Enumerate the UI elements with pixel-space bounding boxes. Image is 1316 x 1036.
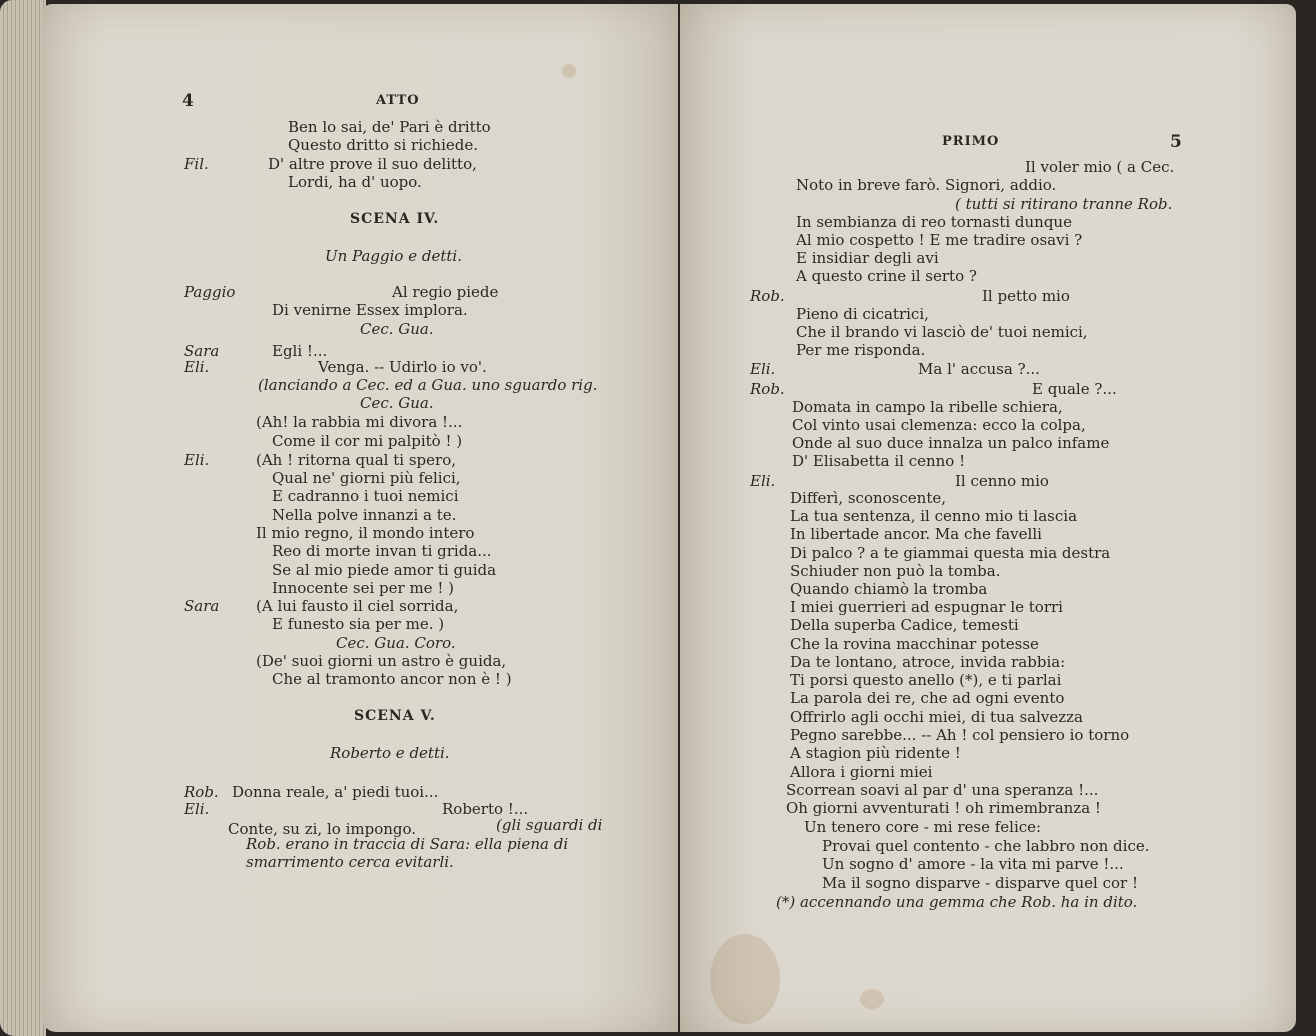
text-line: Questo dritto si richiede. (288, 136, 478, 154)
text-line: Come il cor mi palpitò ! ) (272, 432, 463, 450)
text-line: Di palco ? a te giammai questa mia destra (790, 544, 1111, 562)
text-line: Reo di morte invan ti grida... (272, 542, 492, 560)
text-line: SCENA V. (354, 708, 436, 724)
text-line: Il mio regno, il mondo intero (256, 524, 475, 542)
text-line: ( tutti si ritirano tranne Rob. (955, 195, 1173, 213)
text-line: Che il brando vi lasciò de' tuoi nemici, (796, 323, 1088, 341)
speaker-label: Eli. (184, 451, 210, 469)
text-line: (Ah! la rabbia mi divora !... (256, 413, 463, 431)
text-line: La parola dei re, che ad ogni evento (790, 689, 1065, 707)
text-line: Rob. erano in traccia di Sara: ella piena di (246, 835, 569, 853)
text-line: smarrimento cerca evitarli. (246, 853, 454, 871)
stain (710, 934, 780, 1024)
text-line: (gli sguardi di (496, 816, 603, 834)
text-line: Venga. -- Udirlo io vo'. (318, 358, 487, 376)
text-line: Se al mio piede amor ti guida (272, 561, 497, 579)
text-line: Nella polve innanzi a te. (272, 506, 457, 524)
text-line: A stagion più ridente ! (790, 744, 961, 762)
text-line: Pegno sarebbe... -- Ah ! col pensiero io torno (790, 726, 1130, 744)
text-line: SCENA IV. (350, 211, 440, 227)
text-line: Col vinto usai clemenza: ecco la colpa, (792, 416, 1086, 434)
speaker-label: Rob. (184, 783, 219, 801)
text-line: La tua sentenza, il cenno mio ti lascia (790, 507, 1078, 525)
left-page-number: 4 (182, 91, 194, 111)
right-page-number: 5 (1170, 132, 1182, 152)
text-line: Domata in campo la ribelle schiera, (792, 398, 1063, 416)
text-line: (Ah ! ritorna qual ti spero, (256, 451, 456, 469)
text-line: Della superba Cadice, temesti (790, 616, 1019, 634)
text-line: Qual ne' giorni più felici, (272, 469, 461, 487)
text-line: Un tenero core - mi rese felice: (804, 818, 1042, 836)
text-line: Da te lontano, atroce, invida rabbia: (790, 653, 1066, 671)
text-line: Schiuder non può la tomba. (790, 562, 1001, 580)
text-line: Cec. Gua. (360, 320, 434, 338)
text-line: Ti porsi questo anello (*), e ti parlai (790, 671, 1062, 689)
text-line: Cec. Gua. Coro. (336, 634, 456, 652)
speaker-label: Rob. (750, 287, 785, 305)
text-line: Il cenno mio (955, 472, 1049, 490)
text-line: Al regio piede (392, 283, 499, 301)
speaker-label: Sara (184, 342, 220, 360)
text-line: Egli !... (272, 342, 328, 360)
text-line: A questo crine il serto ? (796, 267, 977, 285)
text-line: (*) accennando una gemma che Rob. ha in dito. (776, 893, 1138, 911)
text-line: Noto in breve farò. Signori, addio. (796, 176, 1057, 194)
text-line: In libertade ancor. Ma che favelli (790, 525, 1042, 543)
text-line: Di venirne Essex implora. (272, 301, 468, 319)
text-line: E funesto sia per me. ) (272, 615, 445, 633)
speaker-label: Paggio (184, 283, 236, 301)
text-line: Il voler mio ( a Cec. (1025, 158, 1175, 176)
speaker-label: Eli. (750, 472, 776, 490)
text-line: Onde al suo duce innalza un palco infame (792, 434, 1110, 452)
text-line: Il petto mio (982, 287, 1070, 305)
speaker-label: Eli. (750, 360, 776, 378)
text-line: Allora i giorni miei (790, 763, 933, 781)
text-line: Roberto !... (442, 800, 529, 818)
text-line: Per me risponda. (796, 341, 926, 359)
right-running-head: PRIMO (942, 134, 1000, 149)
text-line: E quale ?... (1032, 380, 1117, 398)
text-line: Un Paggio e detti. (325, 247, 462, 265)
text-line: Che la rovina macchinar potesse (790, 635, 1039, 653)
speaker-label: Eli. (184, 358, 210, 376)
text-line: D' altre prove il suo delitto, (268, 155, 477, 173)
text-line: Scorrean soavi al par d' una speranza !... (786, 781, 1099, 799)
text-line: Roberto e detti. (330, 744, 450, 762)
text-line: Al mio cospetto ! E me tradire osavi ? (796, 231, 1083, 249)
text-line: Donna reale, a' piedi tuoi... (232, 783, 439, 801)
stain (860, 989, 884, 1009)
text-line: Cec. Gua. (360, 394, 434, 412)
stain (562, 64, 576, 78)
text-line: Pieno di cicatrici, (796, 305, 929, 323)
speaker-label: Sara (184, 597, 220, 615)
text-line: Oh giorni avventurati ! oh rimembranza ! (786, 799, 1101, 817)
text-line: Ma il sogno disparve - disparve quel cor ! (822, 874, 1139, 892)
speaker-label: Fil. (184, 155, 209, 173)
text-line: Differì, sconoscente, (790, 489, 946, 507)
text-line: Ben lo sai, de' Pari è dritto (288, 118, 491, 136)
text-line: E cadranno i tuoi nemici (272, 487, 459, 505)
text-line: Lordi, ha d' uopo. (288, 173, 422, 191)
text-line: Quando chiamò la tromba (790, 580, 988, 598)
text-line: Un sogno d' amore - la vita mi parve !... (822, 855, 1124, 873)
text-line: Conte, su zi, lo impongo. (228, 820, 417, 838)
text-line: Che al tramonto ancor non è ! ) (272, 670, 512, 688)
text-line: D' Elisabetta il cenno ! (792, 452, 966, 470)
text-line: In sembianza di reo tornasti dunque (796, 213, 1072, 231)
text-line: Innocente sei per me ! ) (272, 579, 454, 597)
page-edges (0, 0, 46, 1036)
text-line: Provai quel contento - che labbro non dice. (822, 837, 1150, 855)
text-line: I miei guerrieri ad espugnar le torri (790, 598, 1063, 616)
speaker-label: Eli. (184, 800, 210, 818)
text-line: (De' suoi giorni un astro è guida, (256, 652, 507, 670)
text-line: E insidiar degli avi (796, 249, 939, 267)
speaker-label: Rob. (750, 380, 785, 398)
text-line: (A lui fausto il ciel sorrida, (256, 597, 459, 615)
text-line: (lanciando a Cec. ed a Gua. uno sguardo rig. (258, 376, 598, 394)
text-line: Offrirlo agli occhi miei, di tua salvezza (790, 708, 1083, 726)
left-running-head: ATTO (376, 93, 420, 108)
text-line: Ma l' accusa ?... (918, 360, 1040, 378)
